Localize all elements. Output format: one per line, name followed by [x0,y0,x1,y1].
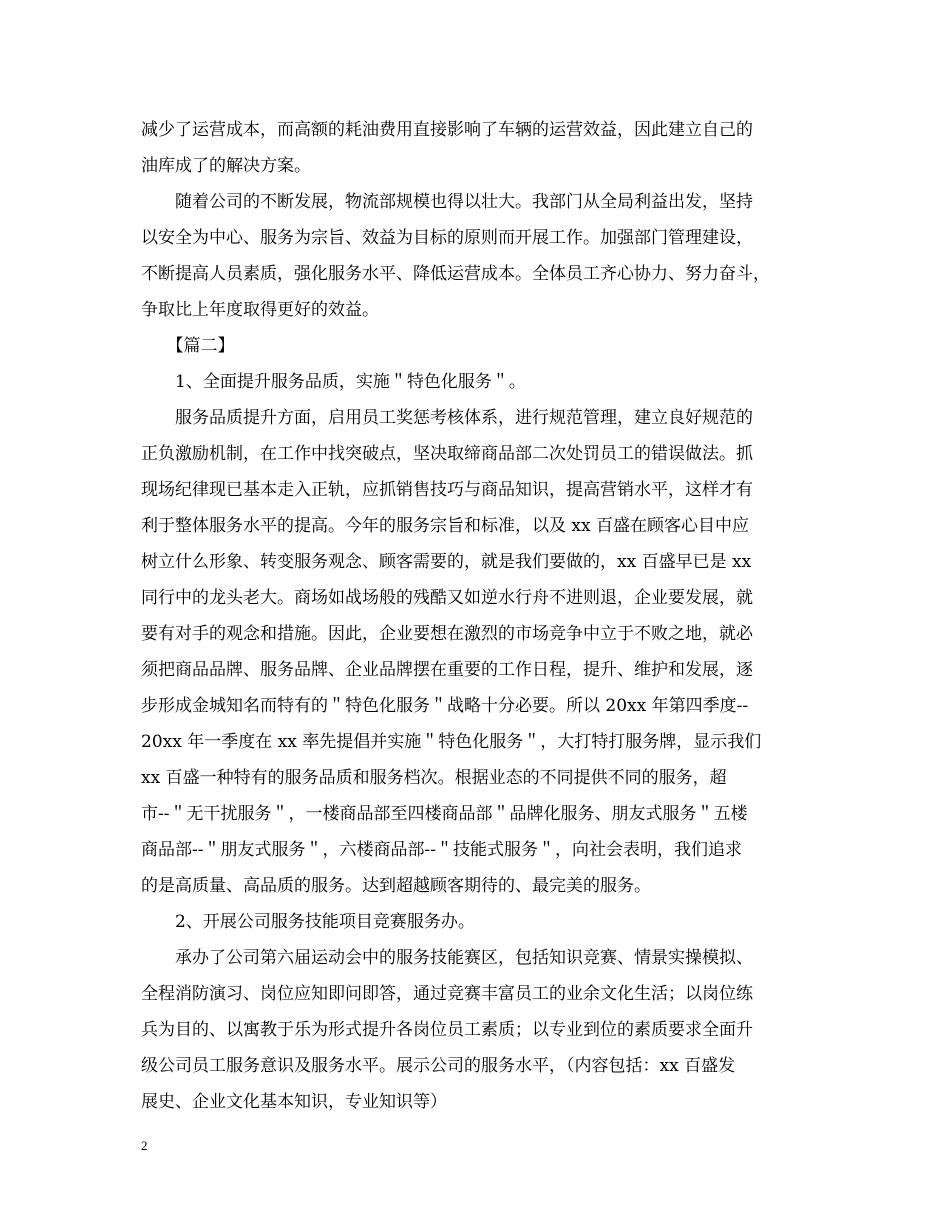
text-line: 正负激励机制，在工作中找突破点，坚决取缔商品部二次处罚员工的错误做法。抓 [141,444,753,464]
text-line: 不断提高人员素质，强化服务水平、降低运营成本。全体员工齐心协力、努力奋斗， [141,264,770,284]
text-line: 全程消防演习、岗位应知即问即答，通过竞赛丰富员工的业余文化生活；以岗位练 [141,984,753,1004]
text-line: 同行中的龙头老大。商场如战场般的残酷又如逆水行舟不进则退，企业要发展，就 [141,588,753,608]
text-line: 利于整体服务水平的提高。今年的服务宗旨和标准，以及 xx 百盛在顾客心目中应 [141,516,749,536]
text-line: 服务品质提升方面，启用员工奖惩考核体系，进行规范管理，建立良好规范的 [141,408,753,428]
text-line: 的是高质量、高品质的服务。达到超越顾客期待的、最完美的服务。 [141,876,651,896]
page-number: 2 [141,1138,148,1153]
text-line: 争取比上年度取得更好的效益。 [141,300,379,320]
text-line: 树立什么形象、转变服务观念、顾客需要的，就是我们要做的，xx 百盛早已是 xx [141,552,752,572]
text-line: 20xx 年一季度在 xx 率先提倡并实施＂特色化服务＂，大打特打服务牌，显示我们 [141,732,762,752]
text-line: 承办了公司第六届运动会中的服务技能赛区，包括知识竞赛、情景实操模拟、 [141,948,753,968]
text-line: 步形成金城知名而特有的＂特色化服务＂战略十分必要。所以 20xx 年第四季度-- [141,696,749,716]
text-line: 以安全为中心、服务为宗旨、效益为目标的原则而开展工作。加强部门管理建设， [141,228,753,248]
section-heading: 【篇二】 [141,336,235,356]
text-line: 油库成了的解决方案。 [141,156,311,176]
text-line: 1、全面提升服务品质，实施＂特色化服务＂。 [141,372,526,392]
text-line: 兵为目的、以寓教于乐为形式提升各岗位员工素质；以专业到位的素质要求全面升 [141,1020,753,1040]
text-line: 2、开展公司服务技能项目竞赛服务办。 [141,912,475,932]
text-line: 市--＂无干扰服务＂，一楼商品部至四楼商品部＂品牌化服务、朋友式服务＂五楼 [141,804,748,824]
text-line: 减少了运营成本，而高额的耗油费用直接影响了车辆的运营效益，因此建立自己的 [141,120,753,140]
text-line: 要有对手的观念和措施。因此，企业要想在激烈的市场竞争中立于不败之地，就必 [141,624,753,644]
text-line: 现场纪律现已基本走入正轨，应抓销售技巧与商品知识，提高营销水平，这样才有 [141,480,753,500]
text-line: 展史、企业文化基本知识，专业知识等） [141,1092,447,1112]
text-line: 随着公司的不断发展，物流部规模也得以壮大。我部门从全局利益出发，坚持 [141,192,753,212]
text-line: 商品部--＂朋友式服务＂，六楼商品部--＂技能式服务＂，向社会表明，我们追求 [141,840,742,860]
text-line: 级公司员工服务意识及服务水平。展示公司的服务水平，（内容包括：xx 百盛发 [141,1056,736,1076]
text-line: xx 百盛一种特有的服务品质和服务档次。根据业态的不同提供不同的服务，超 [141,768,727,788]
text-line: 须把商品品牌、服务品牌、企业品牌摆在重要的工作日程，提升、维护和发展，逐 [141,660,753,680]
